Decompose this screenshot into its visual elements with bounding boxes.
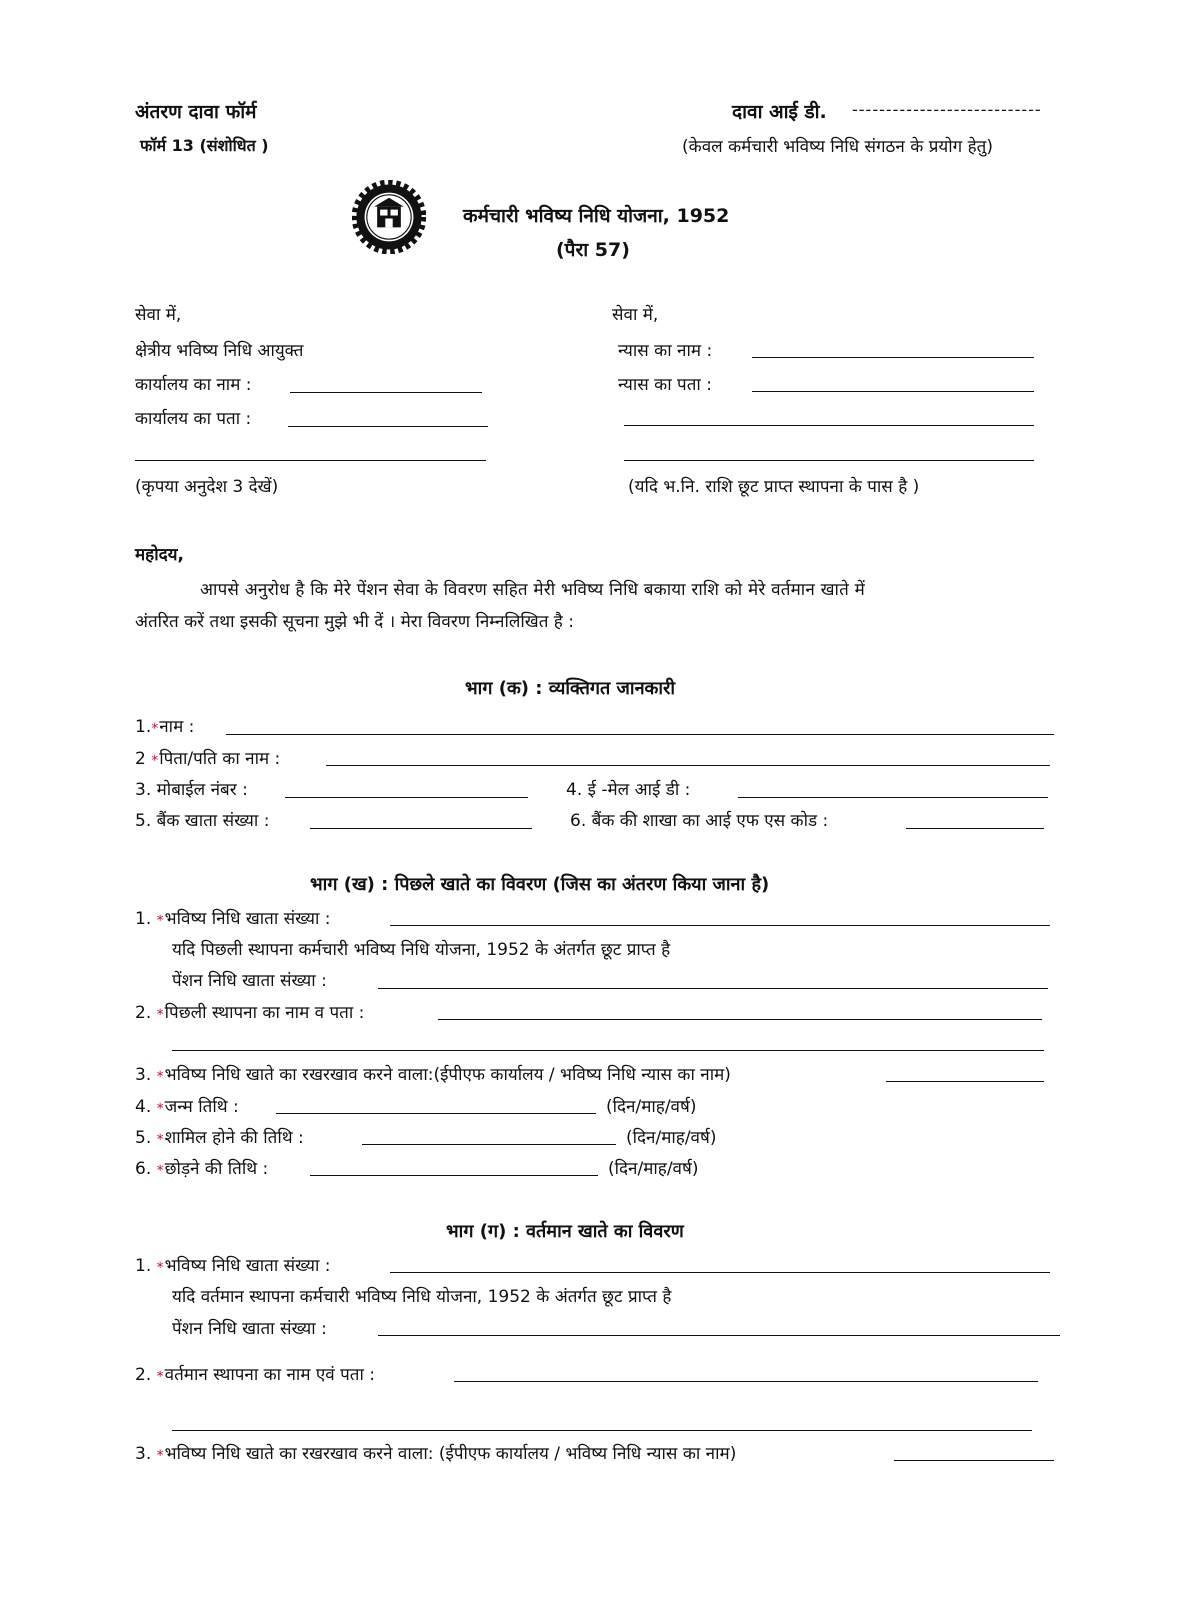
office-address-field-2[interactable] (135, 460, 486, 461)
required-marker: * (156, 1132, 164, 1148)
part-b-field-1 (135, 906, 330, 929)
bank-account-label: 5. बैंक खाता संख्या : (135, 811, 270, 831)
field-number: 1. (135, 717, 152, 737)
part-c-heading: भाग (ग) : वर्तमान खाते का विवरण (446, 1221, 684, 1242)
address-right-to: सेवा में, (612, 305, 659, 325)
part-c-field-1 (135, 1253, 330, 1276)
office-address-field-1[interactable] (288, 426, 488, 427)
field-number: 5. (135, 1128, 152, 1148)
claim-id-value: ---------------------------- (852, 100, 1042, 119)
pension-account-label: पेंशन निधि खाता संख्या : (172, 971, 327, 991)
required-marker: * (156, 1448, 164, 1464)
previous-establishment-label: पिछली स्थापना का नाम व पता : (164, 1003, 365, 1023)
pf-account-label: भविष्य निधि खाता संख्या : (164, 1256, 331, 1276)
office-name-label: कार्यालय का नाम : (135, 375, 252, 395)
dob-field[interactable] (276, 1113, 596, 1114)
part-b-field-4 (135, 1094, 239, 1117)
leaving-date-format: (दिन/माह/वर्ष) (608, 1159, 699, 1179)
current-exempt-note: यदि वर्तमान स्थापना कर्मचारी भविष्य निधि योजना, 1952 के अंतर्गत छूट प्राप्त है (172, 1287, 672, 1307)
joining-date-label: शामिल होने की तिथि : (164, 1128, 304, 1148)
pf-maintainer-label: भविष्य निधि खाते का रखरखाव करने वाला:(ईपीएफ कार्यालय / भविष्य निधि न्यास का नाम) (164, 1065, 731, 1085)
pf-account-label: भविष्य निधि खाता संख्या : (164, 909, 331, 929)
salutation: महोदय, (135, 545, 184, 565)
field-number: 1. (135, 1256, 152, 1276)
required-marker: * (156, 1069, 164, 1085)
father-husband-name-label: पिता/पति का नाम : (159, 749, 281, 769)
pf-maintainer-label: भविष्य निधि खाते का रखरखाव करने वाला: (ईपीएफ कार्यालय / भविष्य निधि न्यास का नाम) (164, 1444, 737, 1464)
previous-pf-account-field[interactable] (390, 925, 1050, 926)
previous-establishment-field-2[interactable] (172, 1050, 1044, 1051)
dob-format: (दिन/माह/वर्ष) (606, 1097, 697, 1117)
leaving-date-field[interactable] (310, 1175, 598, 1176)
office-name-field[interactable] (290, 392, 482, 393)
field-number: 3. (135, 1065, 152, 1085)
address-right-note: (यदि भ.नि. राशि छूट प्राप्त स्थापना के पास है ) (628, 477, 920, 497)
required-marker: * (156, 913, 164, 929)
address-left-commissioner: क्षेत्रीय भविष्य निधि आयुक्त (135, 341, 304, 361)
required-marker: * (156, 1007, 164, 1023)
address-left-to: सेवा में, (135, 305, 182, 325)
part-b-heading: भाग (ख) : पिछले खाते का विवरण (जिस का अंतरण किया जाना है) (310, 874, 770, 895)
ifsc-field[interactable] (906, 828, 1044, 829)
joining-date-field[interactable] (362, 1144, 616, 1145)
field-number: 1. (135, 909, 152, 929)
field-number: 6. (135, 1159, 152, 1179)
trust-address-field-1[interactable] (752, 391, 1034, 392)
mobile-label: 3. मोबाईल नंबर : (135, 780, 248, 800)
email-field[interactable] (738, 797, 1048, 798)
required-marker: * (156, 1369, 164, 1385)
form-title: अंतरण दावा फॉर्म (135, 101, 257, 123)
mobile-field[interactable] (285, 797, 528, 798)
pension-account-label: पेंशन निधि खाता संख्या : (172, 1319, 327, 1339)
current-pf-account-field[interactable] (390, 1272, 1050, 1273)
ifsc-label: 6. बैंक की शाखा का आई एफ एस कोड : (570, 811, 829, 831)
part-a-field-1 (135, 714, 194, 737)
scheme-title: कर्मचारी भविष्य निधि योजना, 1952 (463, 205, 730, 227)
part-b-field-5 (135, 1125, 304, 1148)
required-marker: * (156, 1163, 164, 1179)
father-husband-name-field[interactable] (326, 765, 1050, 766)
required-marker: * (151, 721, 159, 737)
previous-exempt-note: यदि पिछली स्थापना कर्मचारी भविष्य निधि योजना, 1952 के अंतर्गत छूट प्राप्त है (172, 940, 671, 960)
name-label: नाम : (159, 717, 195, 737)
bank-account-field[interactable] (310, 828, 532, 829)
field-number: 2. (135, 1365, 152, 1385)
part-b-field-6 (135, 1156, 268, 1179)
part-a-field-2 (135, 746, 280, 769)
trust-name-field[interactable] (752, 357, 1034, 358)
leaving-date-label: छोड़ने की तिथि : (164, 1159, 269, 1179)
office-address-label: कार्यालय का पता : (135, 409, 252, 429)
trust-address-field-3[interactable] (624, 460, 1034, 461)
previous-pf-maintainer-field[interactable] (886, 1081, 1044, 1082)
required-marker: * (151, 753, 159, 769)
required-marker: * (156, 1101, 164, 1117)
field-number: 2. (135, 1003, 152, 1023)
address-left-note: (कृपया अनुदेश 3 देखें) (135, 477, 279, 497)
current-establishment-label: वर्तमान स्थापना का नाम एवं पता : (164, 1365, 376, 1385)
epfo-seal-icon (352, 180, 426, 254)
letter-line-2: अंतरित करें तथा इसकी सूचना मुझे भी दें । मेरा विवरण निम्नलिखित है : (135, 612, 574, 632)
current-establishment-field-1[interactable] (454, 1381, 1038, 1382)
current-establishment-field-2[interactable] (172, 1430, 1032, 1431)
part-b-field-3 (135, 1062, 731, 1085)
office-use-note: (केवल कर्मचारी भविष्य निधि संगठन के प्रयोग हेतु) (682, 137, 993, 157)
joining-date-format: (दिन/माह/वर्ष) (626, 1128, 717, 1148)
field-number: 3. (135, 1444, 152, 1464)
para-reference: (पैरा 57) (556, 239, 630, 261)
required-marker: * (156, 1260, 164, 1276)
claim-id-label: दावा आई डी. (732, 101, 827, 123)
field-number: 2 (135, 749, 146, 769)
form-number: फॉर्म 13 (संशोधित ) (140, 136, 269, 155)
previous-establishment-field-1[interactable] (438, 1019, 1042, 1020)
part-c-field-2 (135, 1362, 375, 1385)
trust-name-label: न्यास का नाम : (618, 341, 713, 361)
field-number: 4. (135, 1097, 152, 1117)
email-label: 4. ई -मेल आई डी : (566, 780, 691, 800)
dob-label: जन्म तिथि : (164, 1097, 239, 1117)
trust-address-field-2[interactable] (624, 425, 1034, 426)
part-a-heading: भाग (क) : व्यक्तिगत जानकारी (465, 678, 676, 699)
trust-address-label: न्यास का पता : (618, 375, 712, 395)
previous-pension-account-field[interactable] (378, 988, 1048, 989)
current-pension-account-field[interactable] (378, 1335, 1060, 1336)
letter-line-1: आपसे अनुरोध है कि मेरे पेंशन सेवा के विवरण सहित मेरी भविष्य निधि बकाया राशि को मेरे वर्तमान खाते में (200, 580, 866, 600)
name-field[interactable] (226, 734, 1054, 735)
part-c-field-3 (135, 1441, 736, 1464)
part-b-field-2 (135, 1000, 364, 1023)
current-pf-maintainer-field[interactable] (894, 1460, 1054, 1461)
